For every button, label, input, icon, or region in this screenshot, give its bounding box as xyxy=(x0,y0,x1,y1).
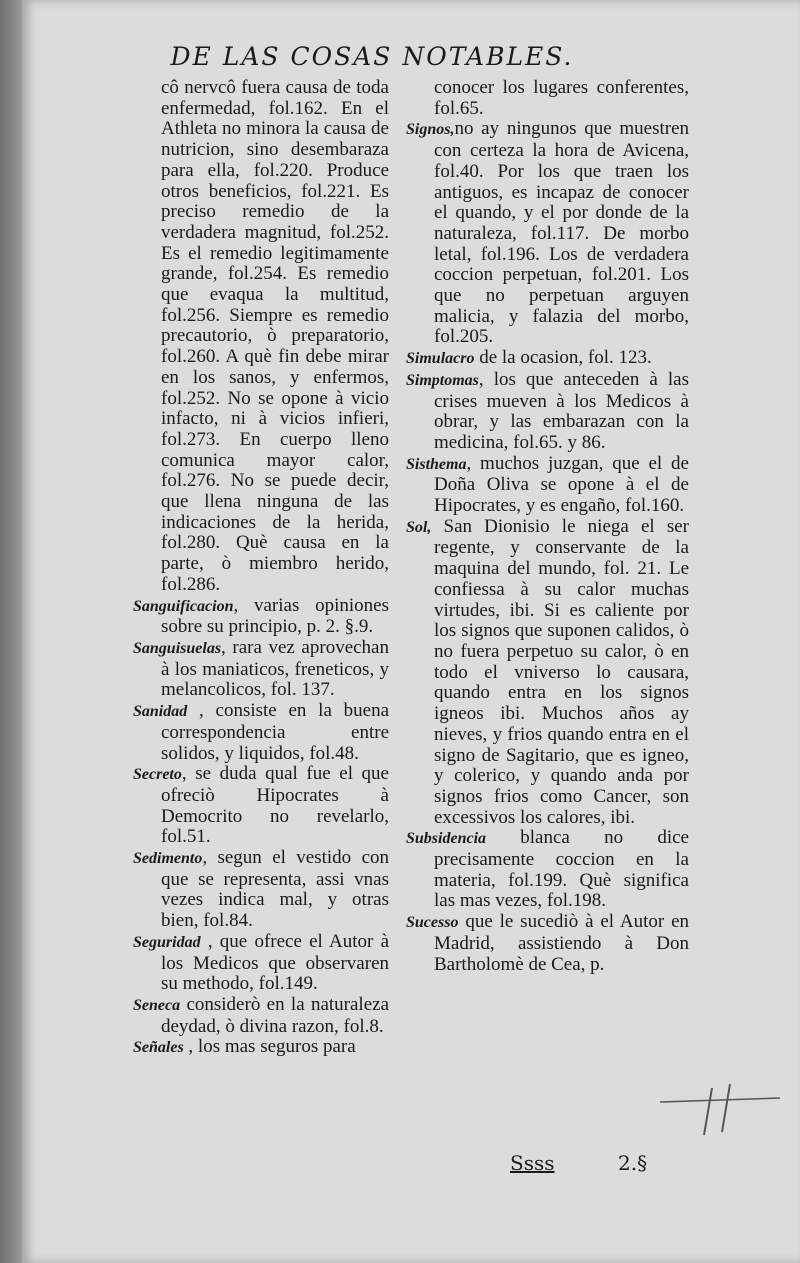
index-entry xyxy=(406,454,689,517)
entry-text: , consiste en la buena correspondencia entre solidos, y liquidos, fol.48. xyxy=(161,700,390,764)
entry-text: , que ofrece el Autor à los Medicos que observaren su methodo, fol.149. xyxy=(161,930,390,995)
catchword: 2.§ xyxy=(618,1151,648,1175)
left-column xyxy=(133,78,389,1059)
index-entry xyxy=(406,828,689,912)
entry-text: no ay ningunos que muestren con certeza la hora de Avicena, fol.40. Por los que traen los antiguos, es incapaz de conocer el quando, y el por donde de la naturaleza, fol.117. De morbo letal, fol.196. Los de verdadera coccion perpetuan, fol.201. Los que no perpetuan arguyen malicia, y falazia del morbo, fol.205. xyxy=(434,118,689,348)
index-entry xyxy=(133,932,389,995)
book-spine-shadow xyxy=(0,0,22,1263)
entry-text: de la ocasion, fol. 123. xyxy=(479,347,652,369)
entry-text: , los mas seguros para xyxy=(188,1036,356,1058)
entry-text: blanca no dice precisamente coccion en la materia, fol.199. Què significa las mas vezes, fol.198. xyxy=(434,827,689,912)
entry-text: que le sucediò à el Autor en Madrid, assistiendo à Don Bartholomè de Cea, p. xyxy=(434,911,689,975)
page-header: DE LAS COSAS NOTABLES. xyxy=(170,42,574,71)
entry-term: Secreto xyxy=(133,766,182,784)
entry-term: Seneca xyxy=(133,996,181,1014)
entry-text: , rara vez aprovechan à los maniaticos, freneticos, y melancolicos, fol. 137. xyxy=(161,636,389,701)
entry-term: Señales xyxy=(133,1039,184,1057)
index-entry xyxy=(133,995,389,1037)
entry-term: Sanidad xyxy=(133,703,188,721)
entry-term: Seguridad xyxy=(133,933,201,951)
pencil-mark-icon xyxy=(660,1080,780,1140)
entry-term: Sucesso xyxy=(406,914,459,932)
index-entry xyxy=(406,119,689,348)
right-column xyxy=(406,78,689,975)
entry-text: , muchos juzgan, que el de Doña Oliva se opone à el de Hipocrates, y es engaño, fol.160. xyxy=(434,452,689,517)
index-entry xyxy=(406,370,689,454)
entry-term: Sedimento xyxy=(133,850,203,868)
entry-term: Simulacro xyxy=(406,350,475,368)
index-entry xyxy=(133,78,389,596)
index-entry xyxy=(133,596,389,638)
entry-term: Subsidencia xyxy=(406,830,487,848)
entry-term: Signos, xyxy=(406,121,455,139)
index-entry xyxy=(133,1037,389,1059)
entry-term: Sisthema xyxy=(406,455,467,473)
entry-text: San Dionisio le niega el ser regente, y conservante de la maquina del mundo, fol. 21. Le confiessa à su calor muchas virtudes, ibi. Si es caliente por los signos que suponen calidos, ò no fuera perpetuo su calor, ò en todo el vniverso lo causara, quando entra en los signos igneos ibi. Muchos años ay nieves, y frios quando entra en el signo de Sagitario, que es igneo, y colerico, y quando anda por signos frios como Cancer, son excessivos los calores, ibi. xyxy=(434,515,689,828)
index-entry xyxy=(133,701,389,764)
entry-term: Sanguificacion xyxy=(133,597,234,615)
entry-term: Simptomas xyxy=(406,371,479,389)
entry-text: , segun el vestido con que se representa, assi vnas vezes indica mal, y otras bien, fol.84. xyxy=(161,847,389,932)
entry-text: , varias opiniones sobre su principio, p. 2. §.9. xyxy=(161,594,389,638)
entry-text: conocer los lugares conferentes, fol.65. xyxy=(434,77,689,119)
index-entry xyxy=(406,348,689,370)
entry-text: , se duda qual fue el que ofreciò Hipocrates à Democrito no revelarlo, fol.51. xyxy=(161,763,389,848)
index-entry xyxy=(133,638,389,701)
entry-text: cô nervcô fuera causa de toda enfermedad, fol.162. En el Athleta no minora la causa de nutricion, sino desembaraza para ella, fol.220. Produce otros beneficios, fol.221. Es preciso remedio de la verdadera magnitud, fol.252. Es el remedio legitimamente grande, fol.254. Es remedio que evaqua la multitud, fol.256. Siempre es remedio precautorio, ò preparatorio, fol.260. A què fin debe mirar en los sanos, y enfermos, fol.252. No se opone à vicio infacto, ni à vicios infieri, fol.273. En cuerpo lleno comunica mayor calor, fol.276. No se puede decir, que llena ninguna de las indicaciones de la herida, fol.280. Què causa en la parte, ò miembro herido, fol.286. xyxy=(161,77,389,595)
entry-term: Sol, xyxy=(406,518,432,536)
entry-term: Sanguisuelas xyxy=(133,639,222,657)
index-entry xyxy=(133,848,389,932)
entry-text: considerò en la naturaleza deydad, ò divina razon, fol.8. xyxy=(161,993,390,1037)
index-entry xyxy=(406,912,689,975)
index-entry xyxy=(133,764,389,848)
signature-mark: Ssss xyxy=(510,1151,555,1175)
index-entry xyxy=(406,78,689,119)
entry-text: , los que anteceden à las crises mueven à los Medicos à obrar, y las embarazan con la medicina, fol.65. y 86. xyxy=(434,368,689,453)
index-entry xyxy=(406,517,689,829)
